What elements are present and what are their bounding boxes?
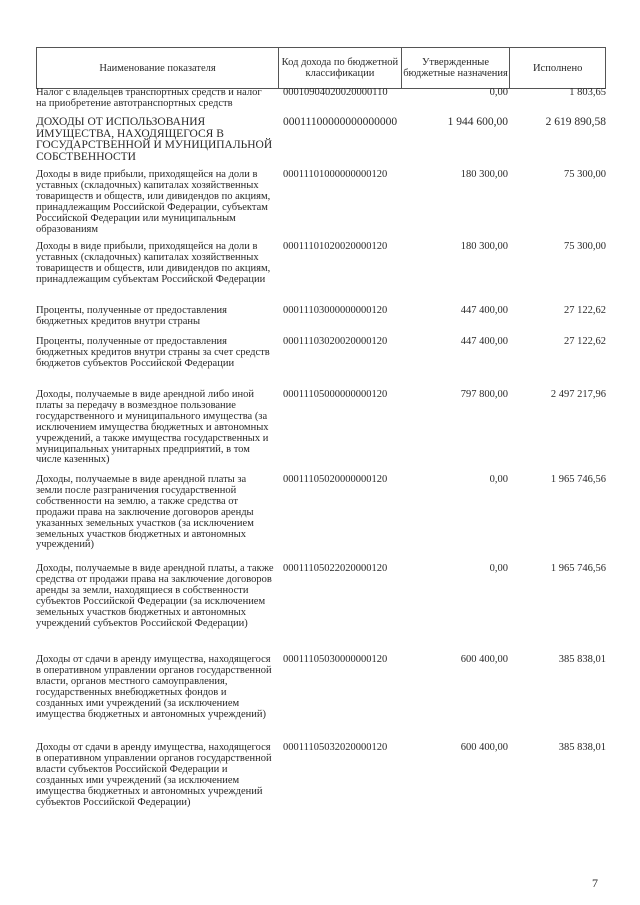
row-executed: 1 965 746,56: [550, 474, 606, 485]
row-code: 00011100000000000000: [283, 116, 398, 128]
row-code: 00011105022020000120: [283, 563, 388, 574]
row-executed: 385 838,01: [558, 654, 606, 665]
row-code: 00011105032020000120: [283, 742, 388, 753]
header-name: Наименование показателя: [37, 48, 279, 88]
row-approved: 600 400,00: [460, 654, 508, 665]
row-name: Доходы, получаемые в виде арендной платы, а также средства от продажи права на заключение договоров аренды за земли, находящиеся в собственности субъектов Российской Федерации (за исключением земельных участков бюджетных и автономных учреждений субъектов Российской Федерации): [36, 563, 274, 629]
header-approved: Утвержденные бюджетные назначения: [402, 48, 511, 88]
row-approved: 0,00: [489, 474, 508, 485]
row-executed: 1 965 746,56: [550, 563, 606, 574]
row-code: 00011101020020000120: [283, 241, 388, 252]
row-executed: 2 497 217,96: [550, 389, 606, 400]
row-code: 00011103020020000120: [283, 336, 388, 347]
header-executed: Исполнено: [532, 62, 583, 74]
row-approved: 0,00: [489, 87, 508, 98]
row-name: Доходы от сдачи в аренду имущества, находящегося в оперативном управлении органов государственной власти, органов местного самоуправления, государственных внебюджетных фондов и созданных ими учреждений (за исключением имущества бюджетных и автономных учреждений): [36, 654, 272, 720]
row-name: ДОХОДЫ ОТ ИСПОЛЬЗОВАНИЯ ИМУЩЕСТВА, НАХОДЯЩЕГОСЯ В ГОСУДАРСТВЕННОЙ И МУНИЦИПАЛЬНОЙ СОБСТВЕННОСТИ: [36, 116, 273, 163]
row-code: 00011105020000000120: [283, 474, 388, 485]
row-approved: 0,00: [489, 563, 508, 574]
row-executed: 27 122,62: [564, 305, 606, 316]
row-approved: 600 400,00: [460, 742, 508, 753]
row-name: Доходы в виде прибыли, приходящейся на доли в уставных (складочных) капиталах хозяйственных товариществ и обществ, или дивидендов по акциям, принадлежащим Российской Федерации, субъектам Российской Федерации или муниципальным образованиям: [36, 169, 271, 235]
row-code: 00011101000000000120: [283, 169, 388, 180]
header-code: Код дохода по бюджетной классификации: [279, 48, 402, 88]
page-number: 7: [592, 876, 598, 890]
row-code: 00011105000000000120: [283, 389, 388, 400]
row-approved: 797 800,00: [460, 389, 508, 400]
row-name: Доходы в виде прибыли, приходящейся на доли в уставных (складочных) капиталах хозяйственных товариществ и обществ, или дивидендов по акциям, принадлежащим субъектам Российской Федерации: [36, 241, 271, 285]
table-header: [36, 47, 606, 89]
row-approved: 180 300,00: [460, 241, 508, 252]
row-executed: 27 122,62: [564, 336, 606, 347]
row-name: Проценты, полученные от предоставления бюджетных кредитов внутри страны за счет средств бюджетов субъектов Российской Федерации: [36, 336, 270, 369]
row-approved: 447 400,00: [460, 336, 508, 347]
row-approved: 180 300,00: [460, 169, 508, 180]
row-name: Доходы, получаемые в виде арендной платы за земли после разграничения государственной собственности на землю, а также средства от продажи права на заключение договоров аренды указанных земельных участков (за исключением земельных участков бюджетных и автономных учреждений): [36, 474, 254, 551]
row-approved: 447 400,00: [460, 305, 508, 316]
row-name: Проценты, полученные от предоставления бюджетных кредитов внутри страны: [36, 305, 228, 327]
row-name: Доходы, получаемые в виде арендной либо иной платы за передачу в возмездное пользование государственного и муниципального имущества (за исключением имущества бюджетных и автономных учреждений, а также имущества государственных и муниципальных унитарных предприятий, в том числе казенных): [36, 389, 269, 466]
row-executed: 1 803,65: [569, 87, 606, 98]
row-approved: 1 944 600,00: [447, 116, 508, 128]
row-executed: 385 838,01: [558, 742, 606, 753]
row-name: Доходы от сдачи в аренду имущества, находящегося в оперативном управлении органов государственной власти субъектов Российской Федерации и созданных ими учреждений (за исключением имущества бюджетных и автономных учреждений субъектов Российской Федерации): [36, 742, 272, 808]
row-code: 00010904020020000110: [283, 87, 388, 98]
row-executed: 75 300,00: [564, 169, 606, 180]
row-name: Налог с владельцев транспортных средств и налог на приобретение автотранспортных средств: [36, 87, 262, 109]
row-code: 00011103000000000120: [283, 305, 388, 316]
row-executed: 75 300,00: [564, 241, 606, 252]
row-executed: 2 619 890,58: [545, 116, 606, 128]
row-code: 00011105030000000120: [283, 654, 388, 665]
